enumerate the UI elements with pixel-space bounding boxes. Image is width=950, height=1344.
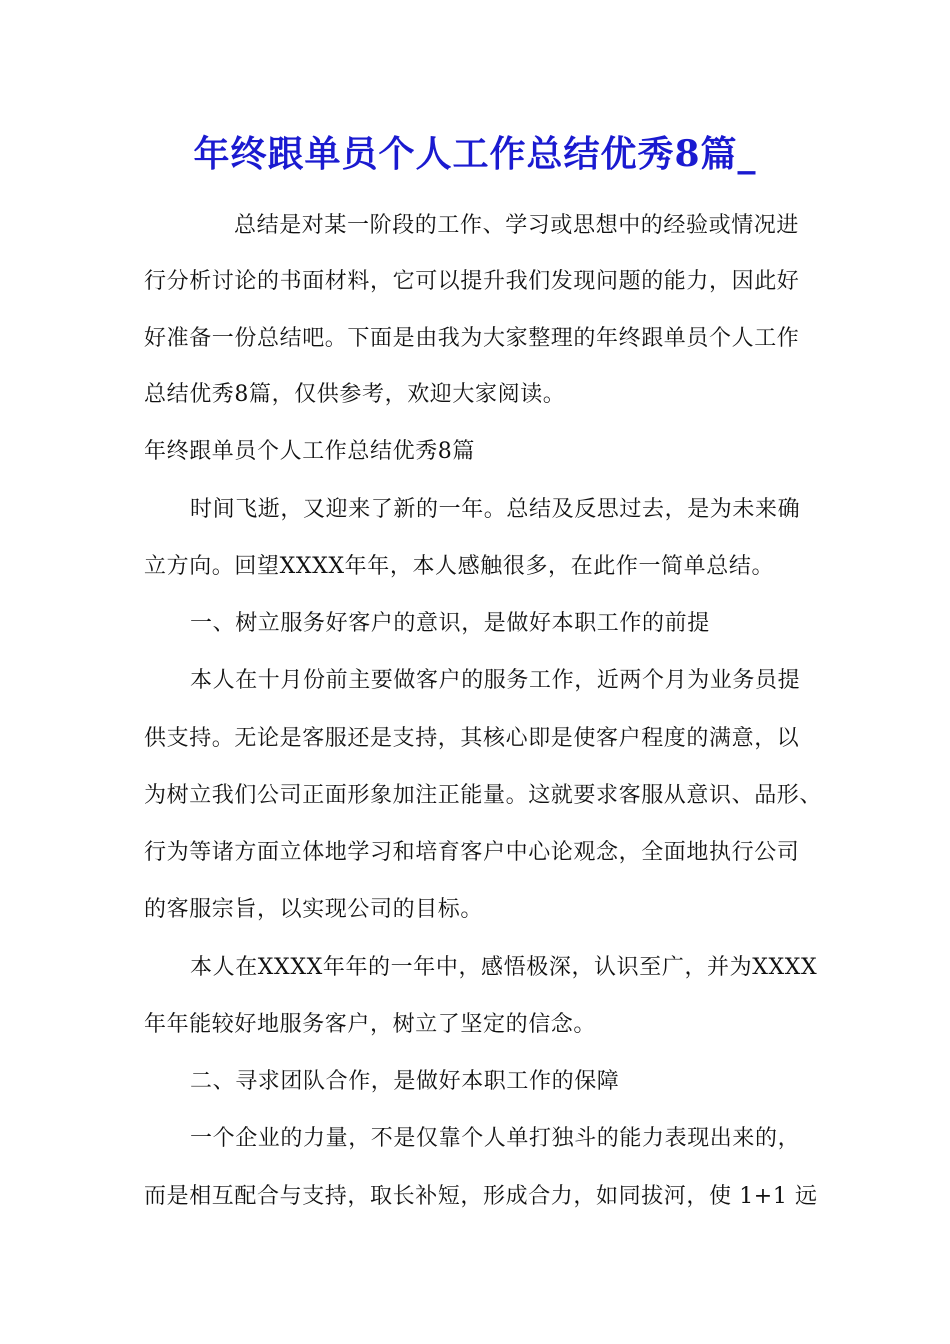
paragraph-line: 年年能较好地服务客户，树立了坚定的信念。 [144, 1012, 597, 1037]
paragraph-line: 而是相互配合与支持，取长补短，形成合力，如同拔河，使 1+1 远 [144, 1184, 818, 1209]
subheading-line: 一、树立服务好客户的意识，是做好本职工作的前提 [190, 611, 710, 636]
paragraph-line: 总结是对某一阶段的工作、学习或思想中的经验或情况进 [234, 213, 800, 238]
section-heading: 年终跟单员个人工作总结优秀8篇 [144, 439, 475, 464]
subheading-line: 二、寻求团队合作，是做好本职工作的保障 [190, 1069, 620, 1094]
document-title: 年终跟单员个人工作总结优秀8篇_ [193, 133, 757, 175]
paragraph-line: 一个企业的力量，不是仅靠个人单打独斗的能力表现出来的， [190, 1126, 801, 1151]
paragraph-line: 为树立我们公司正面形象加注正能量。这就要求客服从意识、品形、 [144, 783, 823, 808]
paragraph-line: 本人在XXXX年年的一年中，感悟极深，认识至广，并为XXXX [190, 955, 818, 980]
paragraph-line: 时间飞逝，又迎来了新的一年。总结及反思过去，是为未来确 [190, 497, 801, 522]
paragraph-line: 立方向。回望XXXX年年，本人感触很多，在此作一简单总结。 [144, 554, 775, 579]
paragraph-line: 行分析讨论的书面材料，它可以提升我们发现问题的能力，因此好 [144, 269, 800, 294]
paragraph-line: 总结优秀8篇，仅供参考，欢迎大家阅读。 [144, 382, 566, 407]
paragraph-line: 本人在十月份前主要做客户的服务工作，近两个月为业务员提 [190, 668, 801, 693]
paragraph-line: 的客服宗旨，以实现公司的目标。 [144, 897, 484, 922]
paragraph-line: 行为等诸方面立体地学习和培育客户中心论观念，全面地执行公司 [144, 840, 800, 865]
paragraph-line: 供支持。无论是客服还是支持，其核心即是使客户程度的满意，以 [144, 726, 800, 751]
paragraph-line: 好准备一份总结吧。下面是由我为大家整理的年终跟单员个人工作 [144, 326, 800, 351]
